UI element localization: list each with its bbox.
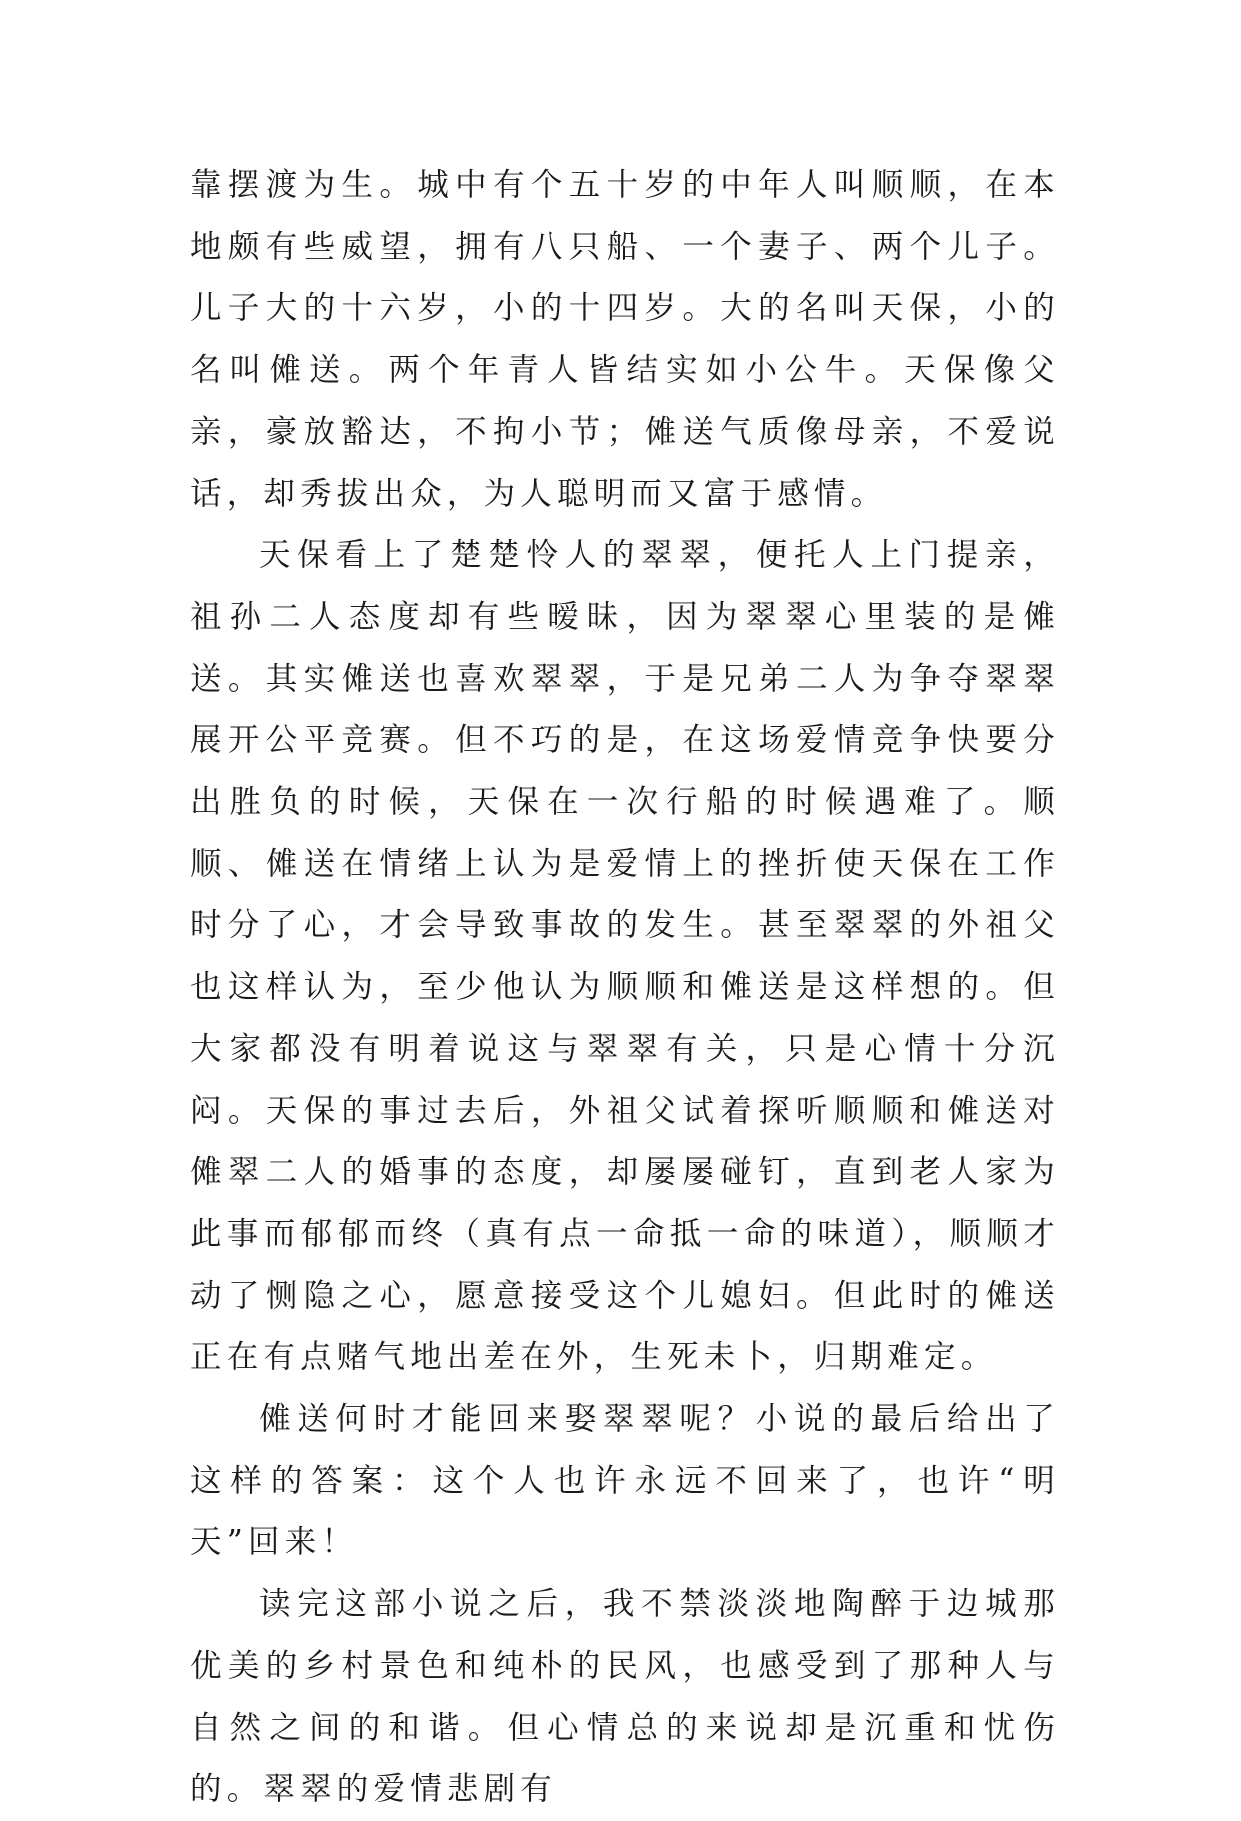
paragraph: 天保看上了楚楚怜人的翠翠，便托人上门提亲，祖孙二人态度却有些暧昧，因为翠翠心里装的是傩送。其实傩送也喜欢翠翠，于是兄弟二人为争夺翠翠展开公平竞赛。但不巧的是，在这场爱情竞争快要分出胜负的时候，天保在一次行船的时候遇难了。顺顺、傩送在情绪上认为是爱情上的挫折使天保在工作时分了心，才会导致事故的发生。甚至翠翠的外祖父也这样认为，至少他认为顺顺和傩送是这样想的。但大家都没有明着说这与翠翠有关，只是心情十分沉闷。天保的事过去后，外祖父试着探听顺顺和傩送对傩翠二人的婚事的态度，却屡屡碰钉，直到老人家为此事而郁郁而终（真有点一命抵一命的味道），顺顺才动了恻隐之心，愿意接受这个儿媳妇。但此时的傩送正在有点赌气地出差在外，生死未卜，归期难定。 — [190, 537, 1060, 1376]
page-body — [190, 155, 1060, 1821]
paragraph: 傩送何时才能回来娶翠翠呢？小说的最后给出了这样的答案：这个人也许永远不回来了，也许“明天”回来！ — [190, 1401, 1060, 1561]
paragraph: 读完这部小说之后，我不禁淡淡地陶醉于边城那优美的乡村景色和纯朴的民风，也感受到了那种人与自然之间的和谐。但心情总的来说却是沉重和忧伤的。翠翠的爱情悲剧有 — [190, 1586, 1060, 1808]
paragraph-continued: 靠摆渡为生。城中有个五十岁的中年人叫顺顺，在本地颇有些威望，拥有八只船、一个妻子、两个儿子。儿子大的十六岁，小的十四岁。大的名叫天保，小的名叫傩送。两个年青人皆结实如小公牛。天保像父亲，豪放豁达，不拘小节；傩送气质像母亲，不爱说话，却秀拔出众，为人聪明而又富于感情。 — [190, 167, 1060, 512]
